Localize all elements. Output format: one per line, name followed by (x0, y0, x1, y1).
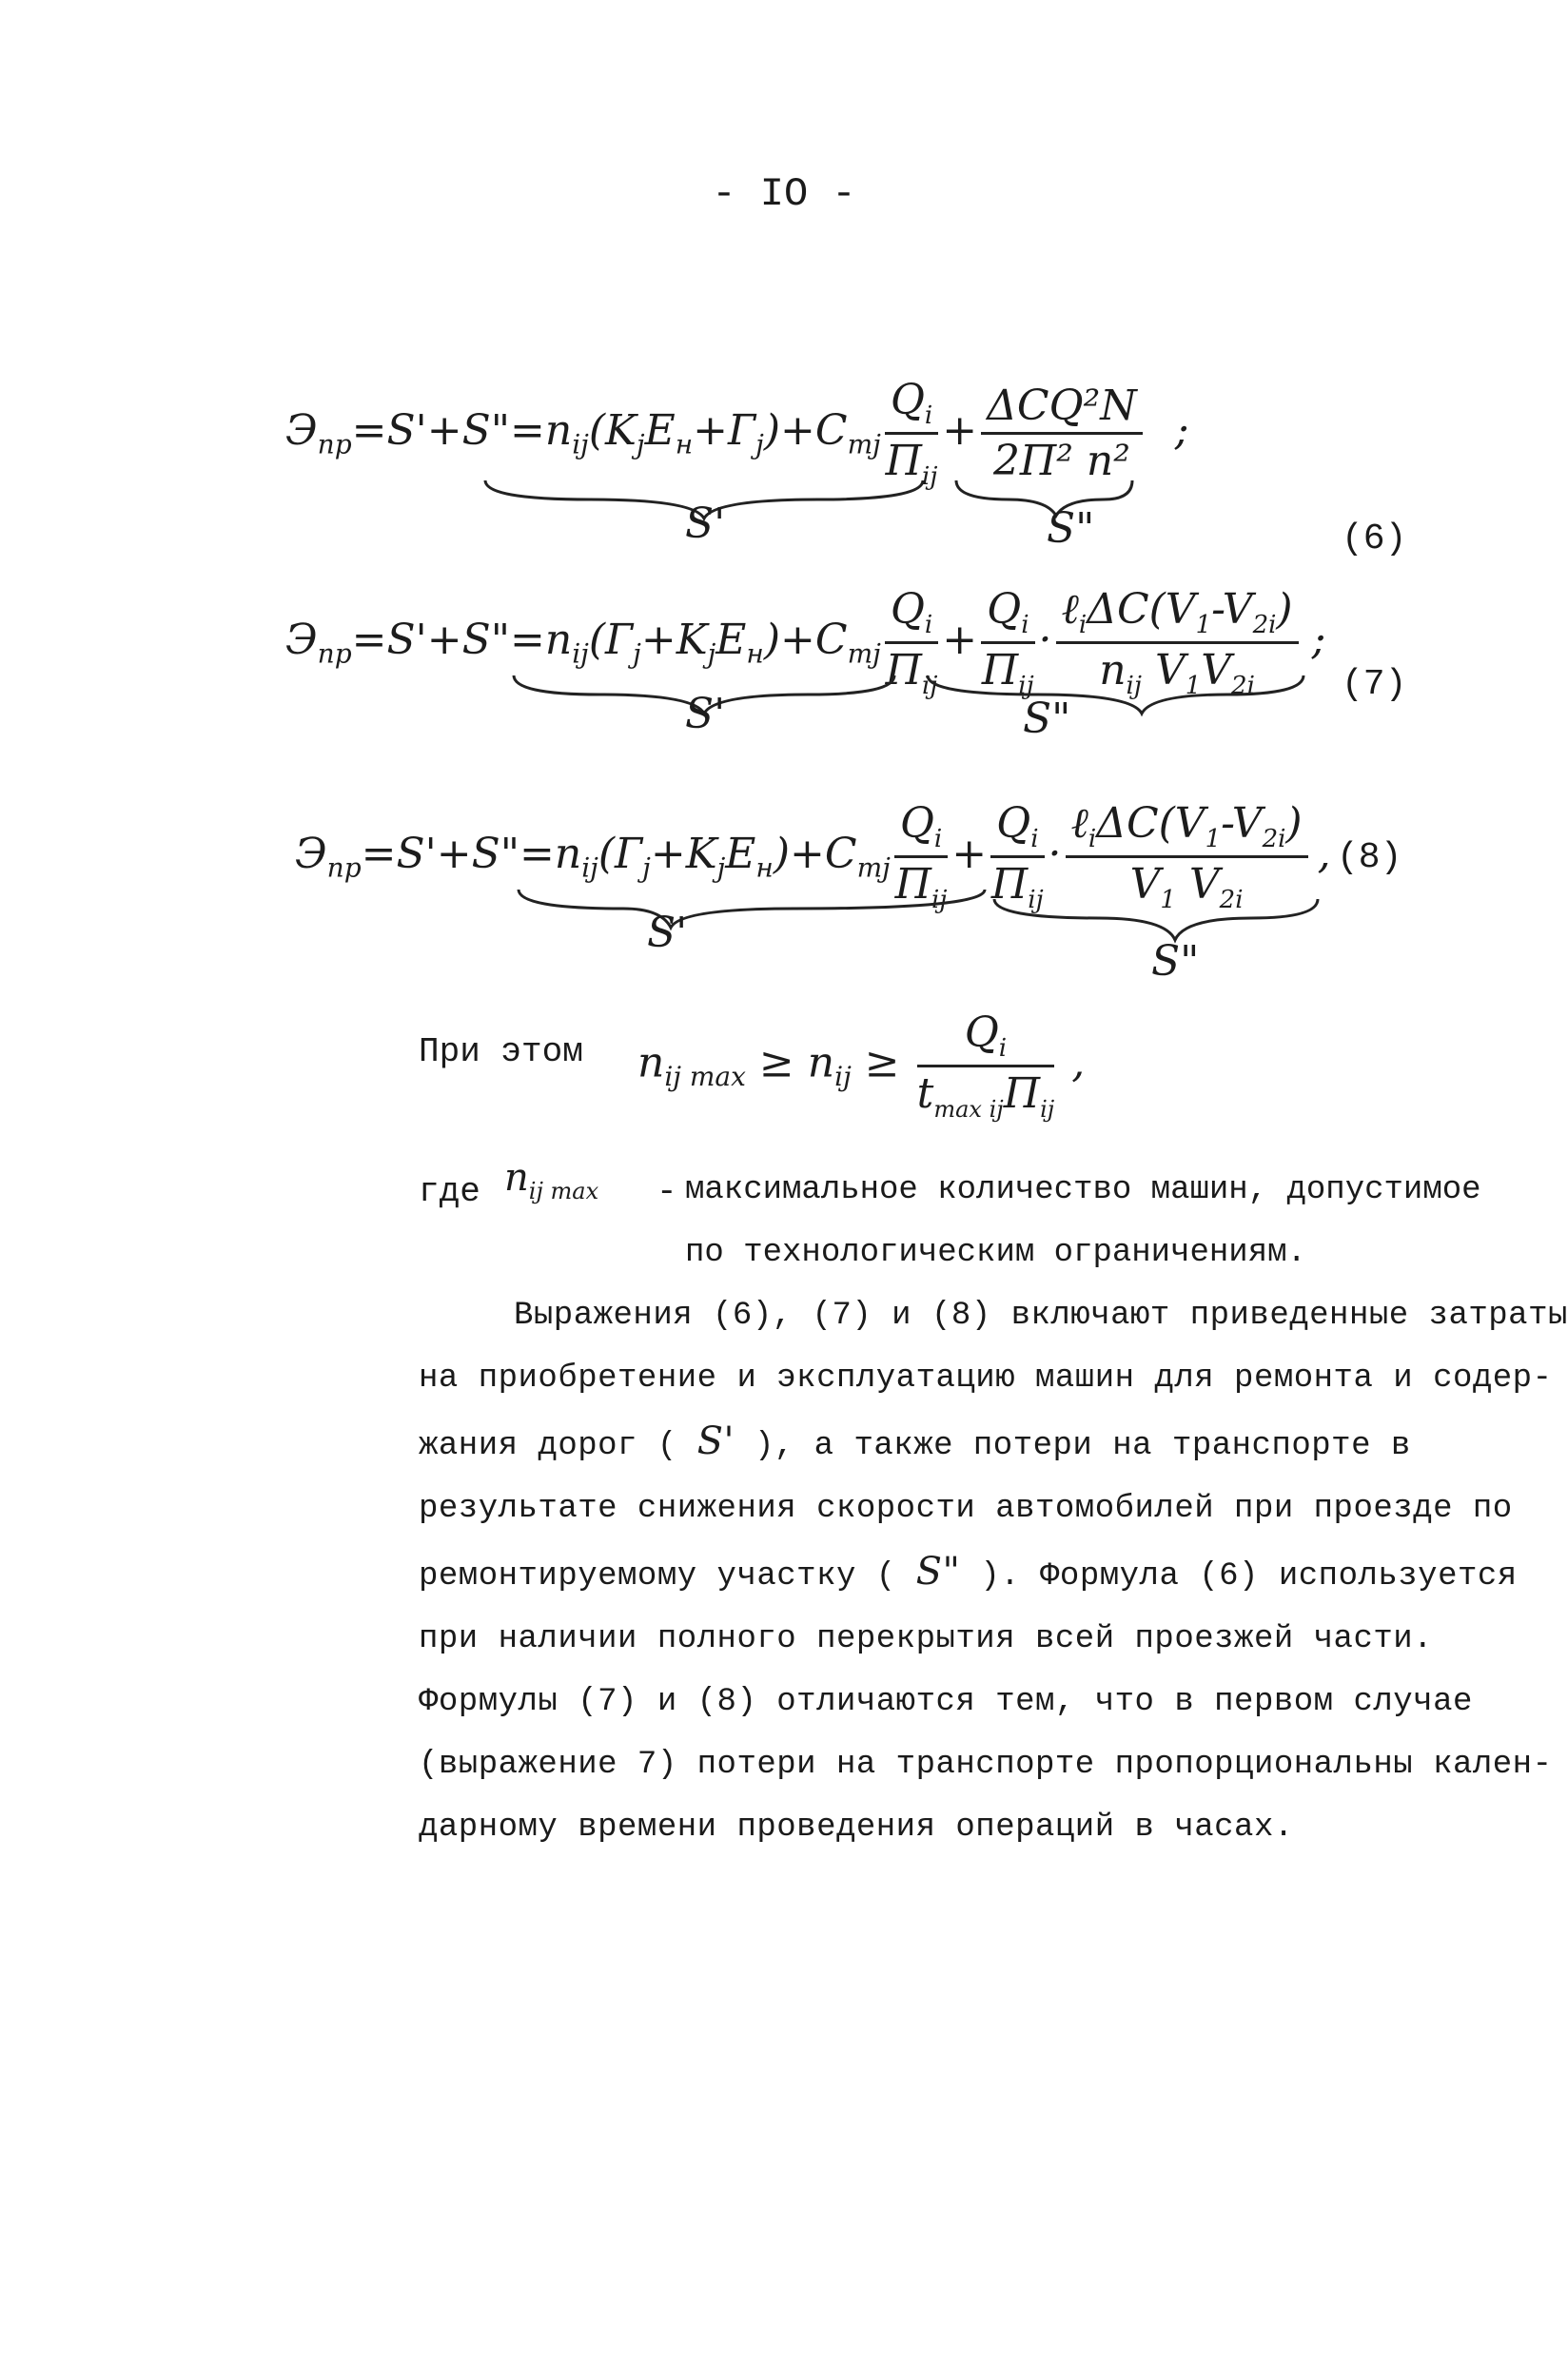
paragraph-line-3a: жания дорог ( (419, 1428, 677, 1464)
eq6-braces (476, 476, 1142, 533)
paragraph-line-9: дарному времени проведения операций в часах. (419, 1810, 1294, 1846)
eq7-e-sub: н (746, 637, 764, 670)
eq7-part1: n (544, 615, 573, 664)
paragraph-line-5a: ремонтируемому участку ( (419, 1558, 896, 1595)
paragraph-line-8: (выражение 7) потери на транспорте пропорциональны кален- (419, 1747, 1553, 1783)
eq8-plus-k: +K (650, 829, 717, 878)
eq8-e-sub: н (755, 851, 774, 884)
eq6-eq-s: =S'+S"= (351, 405, 545, 455)
eq7-plus: + (942, 615, 978, 664)
eq8-part1: n (554, 829, 582, 878)
eq8-brace-label-2: S" (1151, 937, 1200, 986)
eq7-frac3-num-sub: i (1078, 610, 1088, 639)
eq7-frac3-den-v1: 1 (1185, 671, 1202, 700)
cond-frac-num-sub: i (998, 1033, 1008, 1063)
eq6-frac1-num-sub: i (924, 401, 933, 430)
eq7-c-sub: mj (847, 637, 881, 670)
eq8-brace-label-1: S' (647, 909, 688, 957)
eq7-frac3-num-rest: ΔC(V (1087, 585, 1196, 634)
definition-line2: по технологическим ограничениям. (685, 1235, 1306, 1271)
eq7-kj: j (707, 637, 716, 670)
eq6-plus-c: +C (780, 405, 848, 455)
cond-frac (917, 1008, 1055, 1123)
eq8-frac3-den-v2: V (1188, 859, 1220, 909)
eq6-lhs-sub: пр (317, 428, 352, 460)
eq8-frac3-den-v: V (1129, 859, 1161, 909)
eq6-plus: + (942, 405, 978, 455)
eq7-frac3-num: ℓ (1061, 585, 1079, 634)
eq8-eq-s: =S'+S"= (361, 829, 555, 878)
eq8-frac3-den-v2-sub: 2i (1219, 885, 1244, 914)
eq6-brace-label-1: S' (685, 499, 726, 548)
eq7-frac3-den-v2: V (1201, 645, 1232, 695)
paragraph-symbol-s2: S" (915, 1550, 961, 1594)
paragraph-line-5b: ). Формула (6) используется (980, 1558, 1518, 1595)
eq6-close: ) (763, 405, 781, 455)
eq7-frac3-den: n (1099, 645, 1127, 695)
eq6-c-sub: mj (847, 428, 881, 460)
cond-frac-den: t (916, 1068, 934, 1118)
paragraph-line-6: при наличии полного перекрытия всей проезжей части. (419, 1621, 1434, 1657)
equation-6 (285, 376, 1189, 491)
cond-frac-den-rest-sub: ij (1040, 1095, 1055, 1123)
eq6-frac1 (885, 376, 938, 491)
definition-line1: максимальное количество машин, допустимое (685, 1172, 1481, 1208)
eq7-plus-c: +C (780, 615, 848, 664)
eq6-frac2-den: 2П² n² (992, 436, 1130, 485)
eq8-frac3-num-minus: -V (1221, 799, 1263, 848)
eq7-frac3-num-v2: 2i (1252, 610, 1277, 639)
eq8-lhs-sub: пр (326, 851, 362, 884)
condition-formula (637, 1008, 1085, 1123)
eq7-frac2-den-sub: ij (1018, 671, 1034, 700)
page-number: - IO - (712, 171, 856, 217)
eq8-c-sub: mj (856, 851, 891, 884)
cond-n2-sub: ij (834, 1061, 852, 1093)
eq6-part1-sub: ij (572, 428, 589, 460)
eq7-frac2-den: П (981, 645, 1019, 695)
eq6-frac1-den-sub: ij (922, 461, 938, 491)
eq8-frac2-den-sub: ij (1028, 885, 1044, 914)
eq7-close: ) (763, 615, 781, 664)
eq8-plus: + (951, 829, 988, 878)
definition-where: где (419, 1172, 480, 1211)
eq8-paren: (Г (598, 829, 643, 878)
eq7-braces (504, 671, 1323, 728)
definition-dash: - (657, 1172, 677, 1211)
eq7-frac3-num-close: ) (1276, 585, 1293, 634)
eq8-brace-1 (519, 890, 985, 928)
definition-symbol-sub: ij max (528, 1178, 599, 1204)
eq8-frac2-num: Q (996, 799, 1031, 848)
cond-ge2: ≥ (864, 1038, 900, 1087)
paragraph-line-7: Формулы (7) и (8) отличаются тем, что в первом случае (419, 1684, 1473, 1720)
cond-n1: n (637, 1038, 665, 1087)
eq7-frac3-den-v: V (1154, 645, 1186, 695)
paragraph-line-2: на приобретение и эксплуатацию машин для ремонта и содер- (419, 1360, 1553, 1397)
eq8-part1-sub: ij (581, 851, 598, 884)
paragraph-line-3b: ), а также потери на транспорте в (754, 1428, 1411, 1464)
eq6-brace-label-2: S" (1047, 504, 1095, 553)
paragraph-symbol-s1: S' (696, 1419, 735, 1463)
eq6-brace-2 (956, 480, 1132, 516)
eq7-dot: · (1038, 615, 1052, 664)
eq8-kj: j (716, 851, 726, 884)
cond-frac-num: Q (964, 1008, 999, 1057)
eq8-g-sub: j (642, 851, 651, 884)
eq8-lhs: Э (295, 829, 327, 878)
cond-n1-sub: ij max (664, 1061, 746, 1093)
eq8-number: (8) (1337, 837, 1402, 878)
eq6-g-sub: j (755, 428, 764, 460)
eq8-plus-c: +C (790, 829, 857, 878)
eq8-frac1-den: П (894, 859, 932, 909)
cond-frac-den-sub: max ij (933, 1095, 1004, 1123)
eq8-frac1-den-sub: ij (931, 885, 948, 914)
eq7-frac1-den: П (885, 645, 923, 695)
eq8-braces (509, 885, 1346, 951)
eq7-lhs-sub: пр (317, 637, 352, 670)
eq8-frac3-num-rest: ΔC(V (1096, 799, 1205, 848)
eq7-frac3-num-minus: -V (1211, 585, 1253, 634)
eq6-frac1-den: П (885, 436, 922, 485)
eq7-part1-sub: ij (572, 637, 589, 670)
eq8-dot: · (1048, 829, 1062, 878)
paragraph-line-4: результате снижения скорости автомобилей при проезде по (419, 1491, 1513, 1527)
eq7-frac1-den-sub: ij (922, 671, 938, 700)
eq6-frac2 (981, 382, 1143, 485)
eq7-lhs: Э (285, 615, 318, 664)
eq6-tail: ; (1174, 405, 1189, 455)
eq7-e: E (715, 615, 747, 664)
eq7-tail: ; (1311, 615, 1326, 664)
eq7-frac3-num-v1: 1 (1195, 610, 1212, 639)
eq7-frac2-num-sub: i (1021, 610, 1029, 639)
eq6-e-sub: н (675, 428, 694, 460)
eq8-frac3-num-v2: 2i (1262, 824, 1286, 853)
body-paragraph (419, 1284, 1568, 1859)
eq8-frac1-num: Q (899, 799, 934, 848)
eq8-frac1-num-sub: i (933, 824, 943, 853)
eq7-paren: (Г (588, 615, 634, 664)
paragraph-line-3 (419, 1410, 1568, 1478)
eq8-frac3-num: ℓ (1070, 799, 1088, 848)
eq6-frac1-num: Q (890, 376, 925, 424)
eq7-number: (7) (1342, 664, 1407, 705)
eq6-kj: j (636, 428, 645, 460)
eq7-eq-s: =S'+S"= (351, 615, 545, 664)
eq6-number: (6) (1342, 519, 1407, 559)
condition-intro: При этом (419, 1032, 583, 1071)
definition-symbol-wrap (504, 1156, 598, 1204)
cond-frac-den-rest: П (1003, 1068, 1041, 1118)
eq7-frac3-den-v2-sub: 2i (1231, 671, 1255, 700)
cond-n2: n (807, 1038, 835, 1087)
eq7-frac3-den-sub: ij (1126, 671, 1142, 700)
cond-ge1: ≥ (758, 1038, 794, 1087)
eq8-brace-2 (994, 899, 1318, 940)
eq7-g-sub: j (633, 637, 641, 670)
eq8-e: E (725, 829, 756, 878)
eq8-frac3-num-close: ) (1285, 799, 1303, 848)
eq7-brace-label-2: S" (1023, 695, 1071, 743)
paragraph-line-5 (419, 1540, 1568, 1608)
eq7-brace-label-1: S' (685, 690, 726, 738)
paragraph-line-1: Выражения (6), (7) и (8) включают приведенные затраты (514, 1298, 1568, 1334)
eq6-frac2-num: ΔCQ²N (981, 382, 1143, 435)
eq6-plus-g: +Г (693, 405, 756, 455)
eq8-frac3-num-sub: i (1088, 824, 1097, 853)
eq8-frac2-den: П (990, 859, 1029, 909)
eq7-frac2-num: Q (987, 585, 1022, 634)
eq6-part1: n (544, 405, 573, 455)
definition-symbol: n (504, 1156, 529, 1200)
eq6-e: E (644, 405, 676, 455)
eq8-tail: , (1317, 829, 1331, 878)
eq7-brace-2 (928, 675, 1303, 714)
eq8-frac3-den-v1: 1 (1160, 885, 1176, 914)
eq7-plus-k: +K (640, 615, 708, 664)
eq8-frac3-num-v1: 1 (1205, 824, 1222, 853)
eq6-lhs: Э (285, 405, 318, 455)
eq8-close: ) (773, 829, 791, 878)
eq7-frac1-num-sub: i (924, 610, 933, 639)
eq8-frac2-num-sub: i (1030, 824, 1039, 853)
cond-tail: , (1071, 1038, 1086, 1087)
eq6-paren: (K (588, 405, 637, 455)
eq7-frac1-num: Q (890, 585, 925, 634)
